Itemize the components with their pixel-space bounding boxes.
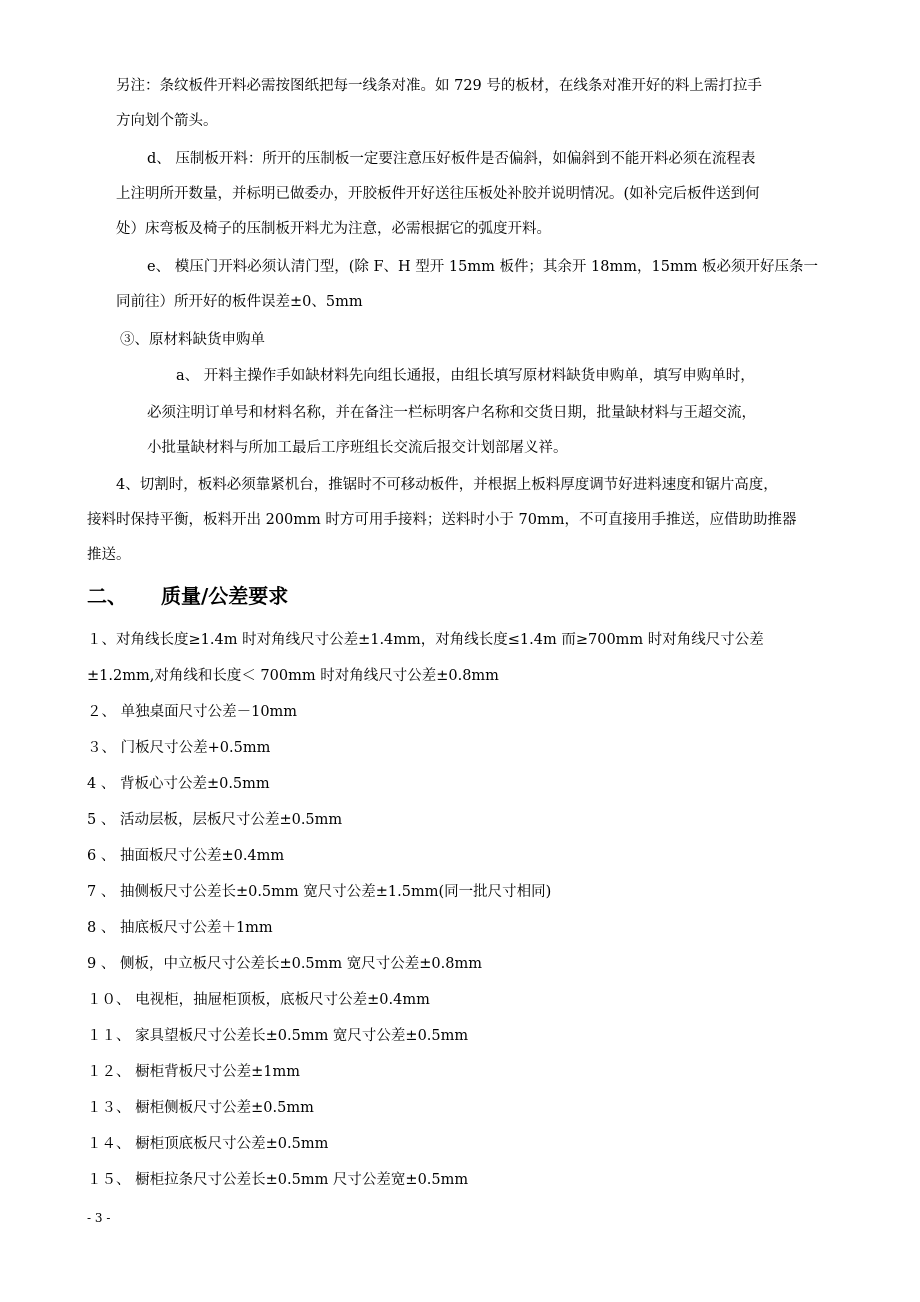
item-d-line-3: 处）床弯板及椅子的压制板开料尤为注意，必需根据它的弧度开料。 (116, 221, 551, 237)
quality-item-9: 9 、 侧板，中立板尺寸公差长±0.5mm 宽尺寸公差±0.8mm (87, 956, 482, 972)
quality-item-11: １１、 家具望板尺寸公差长±0.5mm 宽尺寸公差±0.5mm (87, 1028, 469, 1044)
quality-item-13: １３、 橱柜侧板尺寸公差±0.5mm (87, 1100, 314, 1116)
quality-item-1-line-1: １、对角线长度≥1.4m 时对角线尺寸公差±1.4mm，对角线长度≤1.4m 而≥700mm 时对角线尺寸公差 (87, 632, 764, 648)
note-line-1: 另注：条纹板件开料必需按图纸把每一线条对准。如 729 号的板材，在线条对准开好的料上需打拉手 (116, 78, 762, 94)
section-2-title: 质量/公差要求 (161, 584, 289, 608)
quality-item-3: ３、 门板尺寸公差+0.5mm (87, 740, 271, 756)
section-2-heading (87, 583, 288, 609)
note-line-2: 方向划个箭头。 (116, 113, 218, 129)
page-number: - 3 - (87, 1211, 111, 1225)
item-d-line-2: 上注明所开数量，并标明已做委办，开胶板件开好送往压板处补胶并说明情况。(如补完后板件送到何 (116, 186, 760, 202)
quality-item-10: １０、 电视柜，抽屉柜顶板，底板尺寸公差±0.4mm (87, 992, 430, 1008)
item-e-line-2: 同前往）所开好的板件误差±0、5mm (116, 294, 363, 310)
item-d-line-1: d、 压制板开料：所开的压制板一定要注意压好板件是否偏斜，如偏斜到不能开料必须在流程表 (147, 151, 756, 167)
section-2-number: 二、 (87, 584, 127, 608)
quality-item-6: 6 、 抽面板尺寸公差±0.4mm (87, 848, 285, 864)
quality-item-12: １２、 橱柜背板尺寸公差±1mm (87, 1064, 300, 1080)
quality-item-15: １５、 橱柜拉条尺寸公差长±0.5mm 尺寸公差宽±0.5mm (87, 1172, 469, 1188)
item-a-line-1: a、 开料主操作手如缺材料先向组长通报，由组长填写原材料缺货申购单，填写申购单时， (176, 368, 755, 384)
quality-item-2: ２、 单独桌面尺寸公差－10mm (87, 704, 298, 720)
quality-item-14: １４、 橱柜顶底板尺寸公差±0.5mm (87, 1136, 329, 1152)
item-a-line-2: 必须注明订单号和材料名称，并在备注一栏标明客户名称和交货日期，批量缺材料与王超交流， (147, 405, 756, 421)
subsection-3-title: ③、原材料缺货申购单 (120, 332, 265, 348)
quality-item-4: 4 、 背板心寸公差±0.5mm (87, 776, 270, 792)
paragraph-4-line-2: 接料时保持平衡，板料开出 200mm 时方可用手接料；送料时小于 70mm，不可直接用手推送，应借助助推器 (87, 512, 797, 528)
paragraph-4-line-1: 4、切割时，板料必须靠紧机台，推锯时不可移动板件，并根据上板料厚度调节好进料速度和锯片高度， (116, 477, 778, 493)
quality-item-8: 8 、 抽底板尺寸公差＋1mm (87, 920, 273, 936)
quality-item-1-line-2: ±1.2mm,对角线和长度＜ 700mm 时对角线尺寸公差±0.8mm (87, 668, 499, 684)
quality-item-5: 5 、 活动层板，层板尺寸公差±0.5mm (87, 812, 343, 828)
paragraph-4-line-3: 推送。 (87, 547, 131, 563)
quality-item-7: 7 、 抽侧板尺寸公差长±0.5mm 宽尺寸公差±1.5mm(同一批尺寸相同) (87, 884, 552, 900)
item-e-line-1: e、 模压门开料必须认清门型，(除 F、H 型开 15mm 板件；其余开 18mm，15mm 板必须开好压条一 (147, 259, 819, 275)
item-a-line-3: 小批量缺材料与所加工最后工序班组长交流后报交计划部屠义祥。 (147, 440, 568, 456)
